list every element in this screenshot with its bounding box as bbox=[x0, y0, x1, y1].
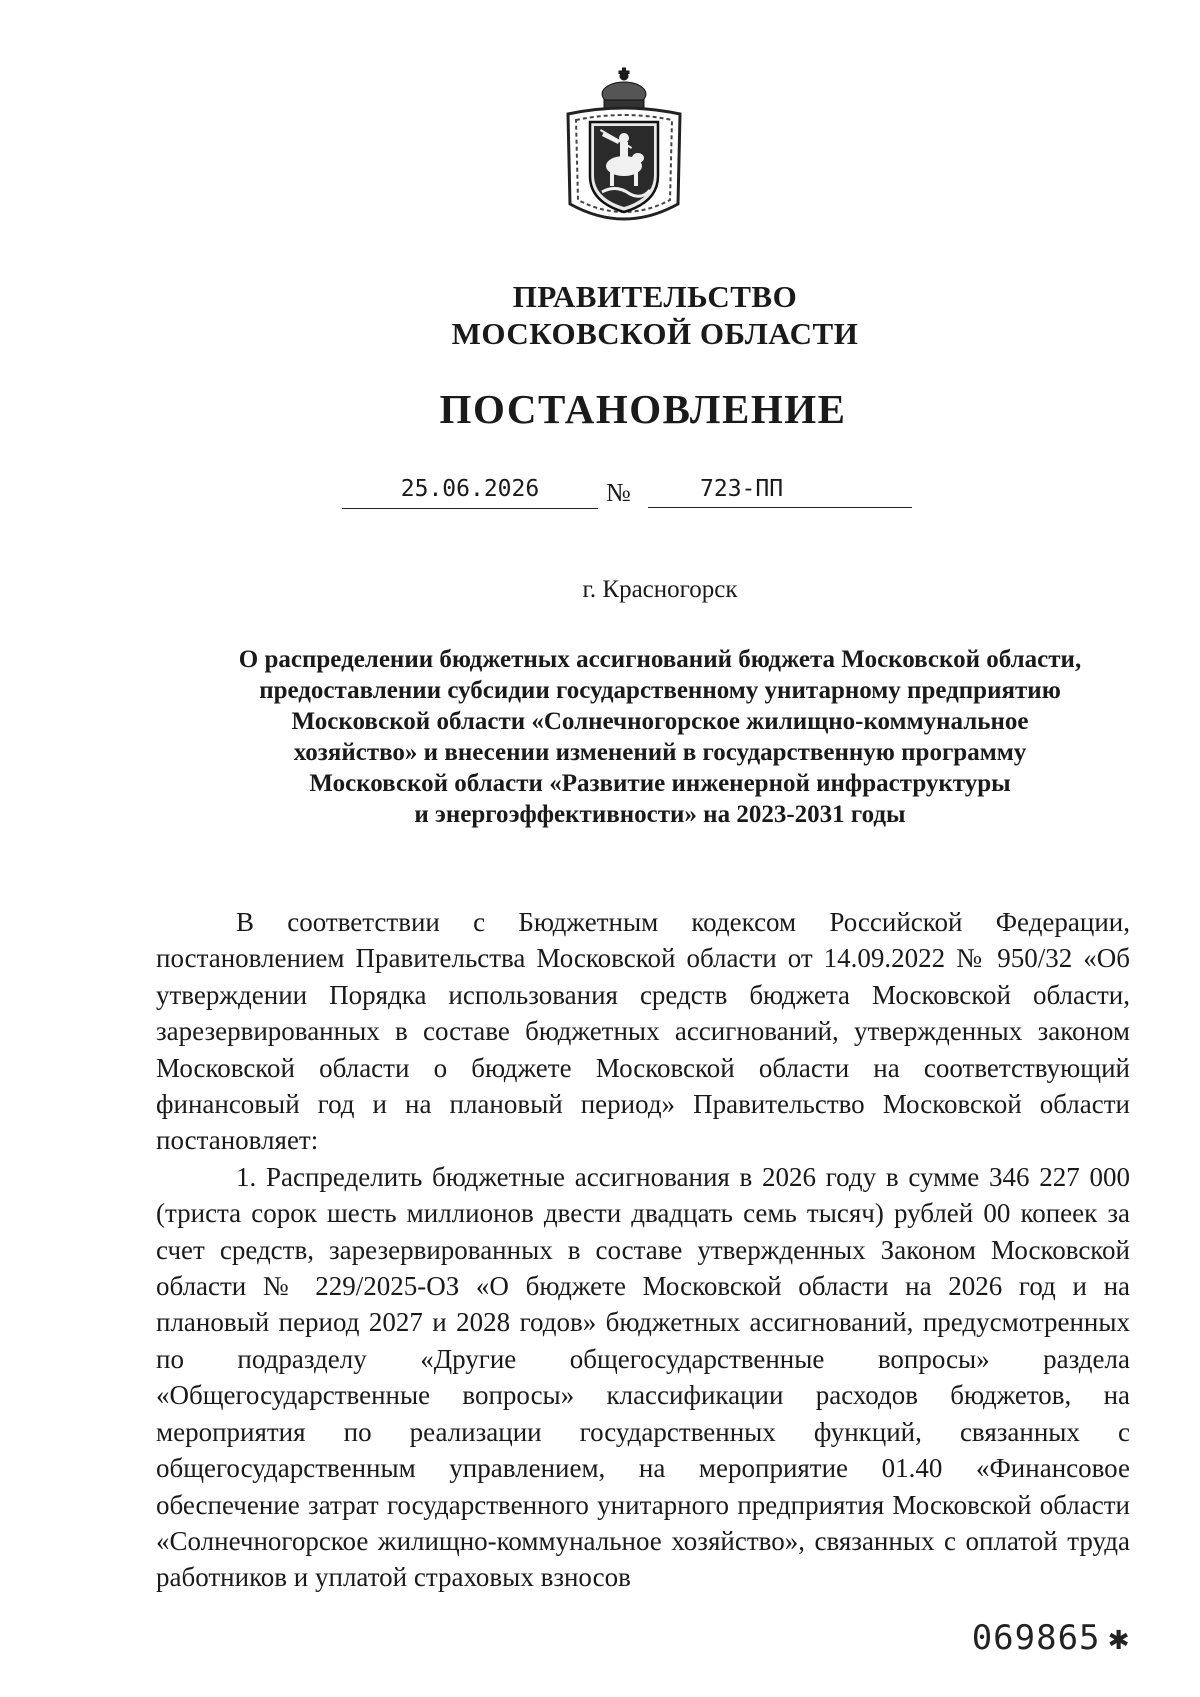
asterisk-icon: ✱ bbox=[1108, 1618, 1130, 1658]
title-line: и энергоэффективности» на 2023-2031 годы bbox=[414, 801, 906, 828]
government-line-2: МОСКОВСКОЙ ОБЛАСТИ bbox=[451, 316, 859, 351]
decree-number: 723-ПП bbox=[648, 474, 912, 508]
date-number-line bbox=[342, 474, 912, 514]
serial-number: 069865 bbox=[971, 1618, 1101, 1658]
serial-number-stamp bbox=[972, 1618, 1130, 1658]
coat-of-arms-icon bbox=[558, 64, 690, 230]
body-paragraph-item-1: 1. Распределить бюджетные ассигнования в 2026 году в сумме 346 227 000 (триста сорок шесть миллионов двести двадцать семь тысяч) рублей 00 копеек за счет средств, зарезервированных в составе утвержденных Законом Московской области № 229/2025-ОЗ «О бюджете Московской области на 2026 год и на плановый период 2027 и 2028 годов» бюджетных ассигнований, предусмотренных по подразделу «Другие общегосударственные вопросы» раздела «Общегосударственные вопросы» классификации расходов бюджетов, на мероприятия по реализации государственных функций, связанных с общегосударственным управлением, на мероприятие 01.40 «Финансовое обеспечение затрат государственного унитарного предприятия Московской области «Солнечногорское жилищно-коммунальное хозяйство», связанных с оплатой труда работников и уплатой страховых взносов bbox=[156, 1161, 1130, 1593]
number-sign: № bbox=[606, 478, 631, 507]
decree-date: 25.06.2026 bbox=[342, 474, 598, 509]
title-line: предоставлении субсидии государственному унитарному предприятию bbox=[259, 677, 1061, 704]
government-name bbox=[55, 278, 1200, 352]
government-line-1: ПРАВИТЕЛЬСТВО bbox=[512, 279, 798, 314]
title-line: Московской области «Солнечногорское жилищно-коммунальное bbox=[291, 708, 1029, 735]
decree-title bbox=[60, 644, 1200, 830]
moscow-oblast-emblem-icon bbox=[558, 64, 690, 230]
title-line: О распределении бюджетных ассигнований бюджета Московской области, bbox=[238, 646, 1082, 673]
decree-body bbox=[156, 904, 1130, 1596]
document-type: ПОСТАНОВЛЕНИЕ bbox=[439, 386, 847, 432]
title-line: Московской области «Развитие инженерной инфраструктуры bbox=[309, 770, 1011, 797]
title-line: хозяйство» и внесении изменений в государственную программу bbox=[293, 739, 1027, 766]
body-paragraph-preamble: В соответствии с Бюджетным кодексом Российской Федерации, постановлением Правительства Московской области от 14.09.2022 № 950/32 «Об утверждении Порядка использования средств бюджета Московской области, зарезервированных в составе бюджетных ассигнований, утвержденных законом Московской области о бюджете Московской области на соответствующий финансовый год и на плановый период» Правительство Московской области постановляет: bbox=[156, 907, 1130, 1156]
city: г. Красногорск bbox=[582, 576, 738, 603]
